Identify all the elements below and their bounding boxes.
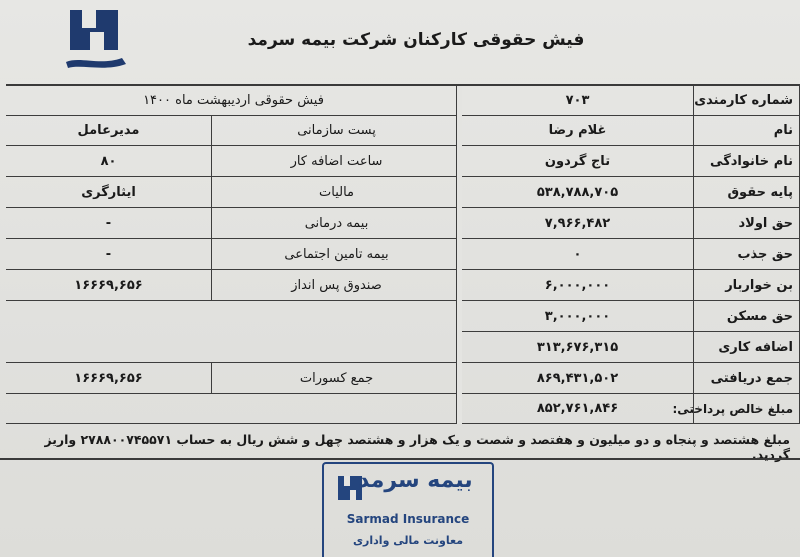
- housing-allowance-label: حق مسکن: [694, 301, 800, 332]
- table-row: [6, 332, 800, 363]
- attraction-allowance-value: ۰: [462, 239, 694, 270]
- first-name-label: نام: [694, 116, 800, 146]
- health-insurance-value: -: [6, 208, 212, 239]
- table-row: [6, 239, 800, 270]
- footer-divider: [0, 458, 800, 460]
- savings-fund-label: صندوق پس انداز: [212, 270, 462, 301]
- table-row: [6, 394, 800, 424]
- table-row: [6, 270, 800, 301]
- stamp-department: معاونت مالی واداری: [352, 534, 464, 547]
- payslip-table: [6, 86, 800, 424]
- position-label: پست سازمانی: [212, 116, 462, 146]
- net-pay-label: مبلغ خالص پرداختی:: [694, 394, 800, 424]
- position-value: مدیرعامل: [6, 116, 212, 146]
- total-deductions-value: ۱۶۶۶۹,۶۵۶: [6, 363, 212, 394]
- health-insurance-label: بیمه درمانی: [212, 208, 462, 239]
- last-name-value: تاج گردون: [462, 146, 694, 177]
- employee-id-value: ۷۰۳: [462, 86, 694, 116]
- stamp-company-name-en: Sarmad Insurance: [346, 512, 470, 526]
- table-row: [6, 86, 800, 116]
- total-deductions-label: جمع کسورات: [212, 363, 462, 394]
- last-name-label: نام خانوادگی: [694, 146, 800, 177]
- amount-in-words: مبلغ هشتصد و پنجاه و دو میلیون و هفتصد و شصت و یک هزار و هشتصد چهل و شش ریال به حساب ۲۷۸۸۰۰۷۴۵۵۷۱ واریز گردید.: [44, 432, 790, 462]
- child-allowance-label: حق اولاد: [694, 208, 800, 239]
- employee-id-label: شماره کارمندی: [694, 86, 800, 116]
- social-security-label: بیمه تامین اجتماعی: [212, 239, 462, 270]
- social-security-value: -: [6, 239, 212, 270]
- table-row: [6, 146, 800, 177]
- overtime-pay-value: ۳۱۳,۶۷۶,۳۱۵: [462, 332, 694, 363]
- blank-cell: [6, 301, 462, 332]
- housing-allowance-value: ۳,۰۰۰,۰۰۰: [462, 301, 694, 332]
- base-salary-label: پایه حقوق: [694, 177, 800, 208]
- overtime-hours-value: ۸۰: [6, 146, 212, 177]
- overtime-hours-label: ساعت اضافه کار: [212, 146, 462, 177]
- payslip-period: فیش حقوقی اردیبهشت ماه ۱۴۰۰: [6, 86, 462, 116]
- gross-pay-value: ۸۶۹,۴۳۱,۵۰۲: [462, 363, 694, 394]
- stamp-company-name: بیمه سرمد: [358, 468, 473, 493]
- overtime-pay-label: اضافه کاری: [694, 332, 800, 363]
- attraction-allowance-label: حق جذب: [694, 239, 800, 270]
- first-name-value: غلام رضا: [462, 116, 694, 146]
- savings-fund-value: ۱۶۶۶۹,۶۵۶: [6, 270, 212, 301]
- gross-pay-label: جمع دریافتی: [694, 363, 800, 394]
- table-row: [6, 208, 800, 239]
- child-allowance-value: ۷,۹۶۶,۴۸۲: [462, 208, 694, 239]
- sarmad-logo-icon: [60, 6, 140, 76]
- blank-cell: [6, 332, 462, 363]
- tax-label: مالیات: [212, 177, 462, 208]
- table-row: [6, 301, 800, 332]
- blank-cell: [6, 394, 462, 424]
- payslip-header: [6, 0, 800, 86]
- table-row: [6, 177, 800, 208]
- table-row: [6, 363, 800, 394]
- grocery-voucher-value: ۶,۰۰۰,۰۰۰: [462, 270, 694, 301]
- grocery-voucher-label: بن خواربار: [694, 270, 800, 301]
- table-row: [6, 116, 800, 146]
- column-divider: [456, 86, 462, 424]
- net-pay-value: ۸۵۲,۷۶۱,۸۴۶: [462, 394, 694, 424]
- base-salary-value: ۵۳۸,۷۸۸,۷۰۵: [462, 177, 694, 208]
- company-stamp: [322, 462, 494, 557]
- payslip-title: فیش حقوقی کارکنان شرکت بیمه سرمد: [247, 30, 585, 50]
- tax-value: ایثارگری: [6, 177, 212, 208]
